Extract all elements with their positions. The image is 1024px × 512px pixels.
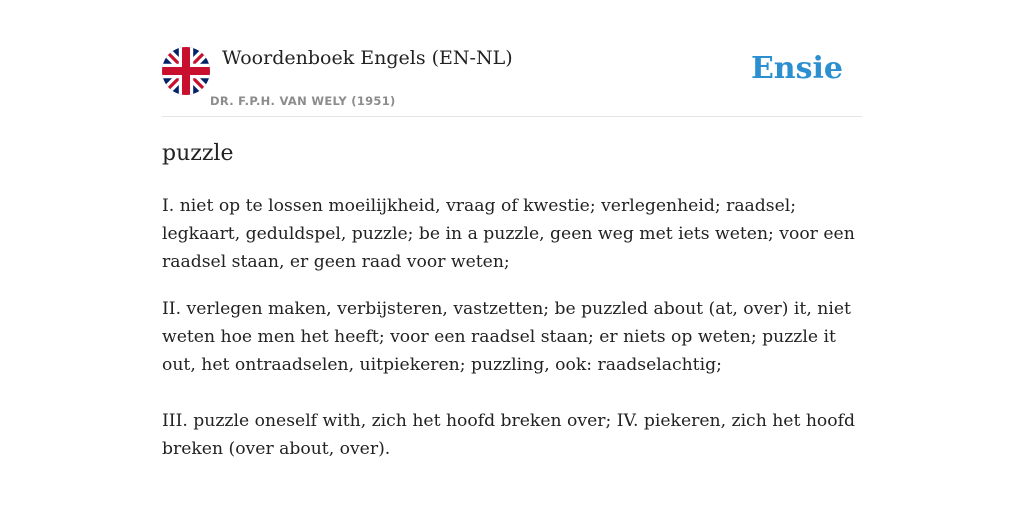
ensie-logo[interactable]: Ensie (750, 51, 843, 86)
definition-1: I. niet op te lossen moeilijkheid, vraag of kwestie; verlegenheid; raadsel; legkaart, geduldspel, puzzle; be in a puzzle, geen weg met iets weten; voor een raadsel staan, er geen raad voor weten; (162, 196, 855, 272)
dictionary-title[interactable]: Woordenboek Engels (EN-NL) (222, 47, 513, 69)
entry-headword: puzzle (162, 141, 234, 166)
dictionary-card (162, 0, 862, 512)
dictionary-header (162, 0, 862, 117)
dictionary-author: DR. F.P.H. VAN WELY (1951) (210, 94, 396, 108)
definition-2: II. verlegen maken, verbijsteren, vastzetten; be puzzled about (at, over) it, niet weten hoe men het heeft; voor een raadsel staan; er niets op weten; puzzle it out, het ontraadselen, uitpiekeren; puzzling, ook: raadselachtig; (162, 299, 851, 375)
uk-flag-icon (162, 47, 210, 95)
definition-3: III. puzzle oneself with, zich het hoofd breken over; IV. piekeren, zich het hoofd breken (over about, over). (162, 411, 855, 459)
